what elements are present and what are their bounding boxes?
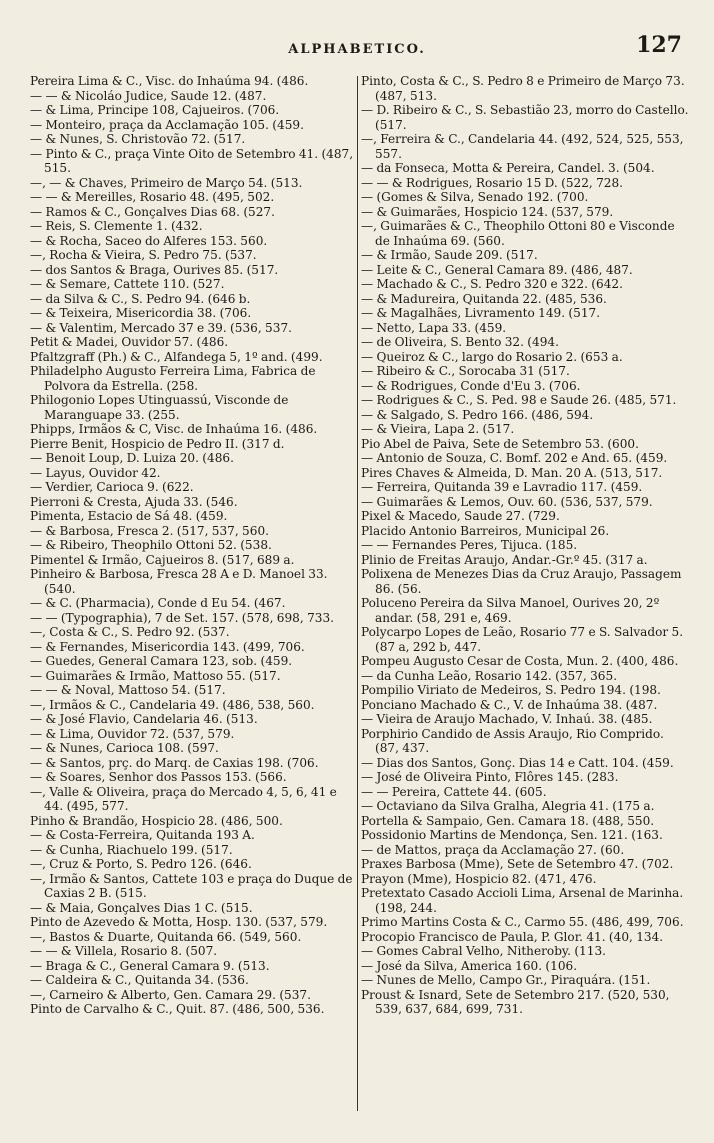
directory-entry: — & Semare, Cattete 110. (527.	[30, 277, 225, 291]
directory-entry: — & Teixeira, Misericordia 38. (706.	[30, 306, 252, 320]
directory-entry: — & Lima, Principe 108, Cajueiros. (706.	[30, 103, 280, 117]
directory-entry: — — & Noval, Mattoso 54. (517.	[30, 683, 226, 697]
directory-entry: — Guimarães & Lemos, Ouv. 60. (536, 537, 579.	[361, 494, 653, 509]
directory-entry: — Guimarães & Irmão, Mattoso 55. (517.	[30, 668, 281, 683]
directory-entry: — & Valentim, Mercado 37 e 39. (536, 537.	[30, 320, 292, 335]
directory-entry: Pierroni & Cresta, Ajuda 33. (546.	[30, 494, 238, 509]
directory-entry: — Machado & C., S. Pedro 320 e 322. (642.	[361, 277, 623, 291]
right-column	[361, 74, 691, 1114]
directory-entry: — Caldeira & C., Quitanda 34. (536.	[30, 973, 249, 987]
directory-entry: — & Magalhães, Livramento 149. (517.	[361, 306, 601, 320]
directory-entry: — & Madureira, Quitanda 22. (485, 536.	[361, 291, 607, 306]
directory-entry: — — & Nicoláo Judice, Saude 12. (487.	[30, 88, 267, 103]
page-number: 127	[636, 32, 682, 58]
directory-entry: — & Barbosa, Fresca 2. (517, 537, 560.	[30, 523, 269, 538]
directory-entry: — — & Mereilles, Rosario 48. (495, 502.	[30, 190, 275, 204]
directory-entry: —, Ferreira & C., Candelaria 44. (492, 524, 525, 553, 557.	[361, 132, 684, 161]
directory-entry: — Dias dos Santos, Gonç. Dias 14 e Catt. 104. (459.	[361, 755, 674, 770]
directory-entry: — & Rodrigues, Conde d'Eu 3. (706.	[361, 378, 581, 393]
directory-entry: Pinto, Costa & C., S. Pedro 8 e Primeiro de Março 73. (487, 513.	[361, 74, 685, 103]
directory-entry: — Rodrigues & C., S. Ped. 98 e Saude 26. (485, 571.	[361, 393, 677, 407]
directory-entry: — da Fonseca, Motta & Pereira, Candel. 3. (504.	[361, 161, 655, 175]
directory-entry: —, Valle & Oliveira, praça do Mercado 4, 5, 6, 41 e 44. (495, 577.	[30, 784, 337, 813]
directory-entry: Primo Martins Costa & C., Carmo 55. (486, 499, 706.	[361, 915, 684, 929]
directory-entry: — Verdier, Carioca 9. (622.	[30, 480, 194, 494]
directory-entry: — & Irmão, Saude 209. (517.	[361, 248, 538, 262]
directory-entry: Poluceno Pereira da Silva Manoel, Ourives 20, 2º andar. (58, 291 e, 469.	[361, 596, 660, 625]
directory-entry: — & Santos, prç. do Marq. de Caxias 198. (706.	[30, 755, 319, 770]
directory-entry: — Ramos & C., Gonçalves Dias 68. (527.	[30, 204, 275, 219]
directory-entry: — Antonio de Souza, C. Bomf. 202 e And. 65. (459.	[361, 451, 668, 465]
directory-entry: Philogonio Lopes Utinguassú, Visconde de Maranguape 33. (255.	[30, 393, 289, 422]
directory-entry: Proust & Isnard, Sete de Setembro 217. (520, 530, 539, 637, 684, 699, 731.	[361, 987, 670, 1016]
directory-entry: — & José Flavio, Candelaria 46. (513.	[30, 712, 258, 726]
directory-entry: —, Irmãos & C., Candelaria 49. (486, 538, 560.	[30, 697, 315, 712]
directory-entry: Polycarpo Lopes de Leão, Rosario 77 e S. Salvador 5. (87 a, 292 b, 447.	[361, 625, 684, 654]
directory-entry: — & Nunes, S. Christovão 72. (517.	[30, 132, 246, 146]
directory-entry: Placido Antonio Barreiros, Municipal 26.	[361, 523, 610, 538]
directory-entry: — & Costa-Ferreira, Quitanda 193 A.	[30, 828, 255, 842]
directory-entry: — Braga & C., General Camara 9. (513.	[30, 958, 270, 973]
directory-entry: Pimentel & Irmão, Cajueiros 8. (517, 689 a.	[30, 552, 295, 567]
directory-entry: — & Salgado, S. Pedro 166. (486, 594.	[361, 407, 594, 422]
directory-entry: Pfaltzgraff (Ph.) & C., Alfandega 5, 1º and. (499.	[30, 349, 323, 364]
directory-entry: Pixel & Macedo, Saude 27. (729.	[361, 509, 560, 523]
directory-entry: — (Gomes & Silva, Senado 192. (700.	[361, 190, 589, 204]
directory-entry: — & Fernandes, Misericordia 143. (499, 706.	[30, 639, 305, 654]
directory-entry: —, Guimarães & C., Theophilo Ottoni 80 e Visconde de Inhaúma 69. (560.	[361, 219, 675, 248]
directory-entry: — Vieira de Araujo Machado, V. Inhaú. 38. (485.	[361, 712, 653, 726]
directory-entry: — Gomes Cabral Velho, Nitheroby. (113.	[361, 944, 606, 958]
directory-entry: — José de Oliveira Pinto, Flôres 145. (283.	[361, 770, 619, 784]
directory-entry: — de Oliveira, S. Bento 32. (494.	[361, 335, 559, 349]
directory-entry: —, Cruz & Porto, S. Pedro 126. (646.	[30, 857, 252, 871]
directory-entry: — & Lima, Ouvidor 72. (537, 579.	[30, 726, 235, 741]
directory-entry: — Layus, Ouvidor 42.	[30, 465, 161, 480]
directory-entry: — & Vieira, Lapa 2. (517.	[361, 422, 515, 436]
directory-entry: — & Rocha, Saceo do Alferes 153. 560.	[30, 233, 268, 248]
directory-entry: — de Mattos, praça da Acclamação 27. (60.	[361, 842, 625, 857]
directory-entry: — & Nunes, Carioca 108. (597.	[30, 741, 219, 755]
directory-entry: — — Pereira, Cattete 44. (605.	[361, 784, 547, 799]
directory-entry: — da Silva & C., S. Pedro 94. (646 b.	[30, 291, 251, 306]
directory-entry: Pierre Benit, Hospicio de Pedro II. (317 d.	[30, 436, 285, 451]
directory-entry: Pretextato Casado Accioli Lima, Arsenal de Marinha. (198, 244.	[361, 886, 684, 915]
directory-entry: Plinio de Freitas Araujo, Andar.-Gr.º 45. (317 a.	[361, 552, 648, 567]
directory-entry: — & Maia, Gonçalves Dias 1 C. (515.	[30, 900, 253, 915]
directory-entry: — & Ribeiro, Theophilo Ottoni 52. (538.	[30, 538, 272, 552]
directory-entry: — José da Silva, America 160. (106.	[361, 958, 578, 973]
directory-entry: — Ribeiro & C., Sorocaba 31 (517.	[361, 364, 570, 378]
directory-entry: Pires Chaves & Almeida, D. Man. 20 A. (513, 517.	[361, 465, 663, 480]
directory-entry: — & Soares, Senhor dos Passos 153. (566.	[30, 770, 287, 784]
directory-entry: —, Carneiro & Alberto, Gen. Camara 29. (537.	[30, 987, 311, 1002]
directory-entry: Possidonio Martins de Mendonça, Sen. 121. (163.	[361, 828, 663, 842]
directory-entry: —, Irmão & Santos, Cattete 103 e praça do Duque de Caxias 2 B. (515.	[30, 871, 353, 900]
directory-entry: —, Costa & C., S. Pedro 92. (537.	[30, 625, 230, 639]
directory-entry: — & Guimarães, Hospicio 124. (537, 579.	[361, 204, 614, 219]
directory-entry: — Monteiro, praça da Acclamação 105. (459.	[30, 117, 304, 132]
column-divider	[357, 76, 358, 1111]
directory-entry: Pio Abel de Paiva, Sete de Setembro 53. (600.	[361, 436, 639, 451]
directory-entry: Ponciano Machado & C., V. de Inhaúma 38. (487.	[361, 697, 658, 712]
directory-entry: — Netto, Lapa 33. (459.	[361, 320, 507, 335]
directory-entry: Pimenta, Estacio de Sá 48. (459.	[30, 509, 228, 523]
directory-entry: —, Rocha & Vieira, S. Pedro 75. (537.	[30, 248, 257, 262]
directory-entry: —, Bastos & Duarte, Quitanda 66. (549, 560.	[30, 929, 302, 944]
directory-entry: — — & Rodrigues, Rosario 15 D. (522, 728.	[361, 175, 624, 190]
directory-entry: — & Cunha, Riachuelo 199. (517.	[30, 842, 233, 857]
directory-entry: Pereira Lima & C., Visc. do Inhaúma 94. (486.	[30, 74, 309, 88]
directory-entry: — Reis, S. Clemente 1. (432.	[30, 219, 203, 233]
directory-entry: Portella & Sampaio, Gen. Camara 18. (488, 550.	[361, 813, 655, 828]
directory-entry: Pinheiro & Barbosa, Fresca 28 A e D. Manoel 33. (540.	[30, 567, 328, 596]
directory-entry: — Pinto & C., praça Vinte Oito de Setembro 41. (487, 515.	[30, 146, 354, 175]
directory-entry: — — Fernandes Peres, Tijuca. (185.	[361, 538, 578, 552]
directory-entry: Polixena de Menezes Dias da Cruz Araujo, Passagem 86. (56.	[361, 567, 682, 596]
directory-entry: — Guedes, General Camara 123, sob. (459.	[30, 654, 293, 668]
directory-entry: — Octaviano da Silva Gralha, Alegria 41. (175 a.	[361, 799, 655, 813]
directory-entry: Pompilio Viriato de Medeiros, S. Pedro 194. (198.	[361, 683, 661, 697]
directory-entry: — — & Villela, Rosario 8. (507.	[30, 944, 218, 958]
directory-entry: — Benoit Loup, D. Luiza 20. (486.	[30, 451, 234, 465]
directory-entry: Pompeu Augusto Cesar de Costa, Mun. 2. (400, 486.	[361, 654, 679, 668]
directory-entry: Procopio Francisco de Paula, P. Glor. 41. (40, 134.	[361, 929, 664, 944]
directory-entry: Praxes Barbosa (Mme), Sete de Setembro 47. (702.	[361, 857, 674, 871]
left-column	[30, 74, 356, 1114]
directory-entry: — & C. (Pharmacia), Conde d Eu 54. (467.	[30, 596, 286, 610]
directory-entry: Pinto de Carvalho & C., Quit. 87. (486, 500, 536.	[30, 1002, 325, 1016]
directory-entry: — da Cunha Leão, Rosario 142. (357, 365.	[361, 668, 618, 683]
directory-entry: Porphirio Candido de Assis Araujo, Rio Comprido. (87, 437.	[361, 726, 664, 755]
directory-entry: — — (Typographia), 7 de Set. 157. (578, 698, 733.	[30, 610, 334, 625]
running-title: ALPHABETICO.	[288, 42, 426, 57]
directory-entry: — Leite & C., General Camara 89. (486, 487.	[361, 262, 633, 277]
directory-entry: Phipps, Irmãos & C, Visc. de Inhaúma 16. (486.	[30, 422, 318, 436]
directory-entry: — dos Santos & Braga, Ourives 85. (517.	[30, 262, 279, 277]
directory-entry: —, — & Chaves, Primeiro de Março 54. (513.	[30, 175, 303, 190]
directory-entry: Prayon (Mme), Hospicio 82. (471, 476.	[361, 871, 597, 886]
directory-entry: Petit & Madei, Ouvidor 57. (486.	[30, 335, 229, 349]
directory-entry: — Ferreira, Quitanda 39 e Lavradio 117. (459.	[361, 480, 643, 494]
directory-entry: Pinho & Brandão, Hospicio 28. (486, 500.	[30, 813, 283, 828]
page-header	[0, 32, 714, 74]
directory-entry: — Queiroz & C., largo do Rosario 2. (653 a.	[361, 349, 623, 364]
directory-entry: — D. Ribeiro & C., S. Sebastião 23, morro do Castello. (517.	[361, 103, 689, 132]
directory-entry: Philadelpho Augusto Ferreira Lima, Fabrica de Polvora da Estrella. (258.	[30, 364, 316, 393]
directory-entry: — Nunes de Mello, Campo Gr., Piraquára. (151.	[361, 973, 651, 987]
directory-entry: Pinto de Azevedo & Motta, Hosp. 130. (537, 579.	[30, 915, 328, 929]
